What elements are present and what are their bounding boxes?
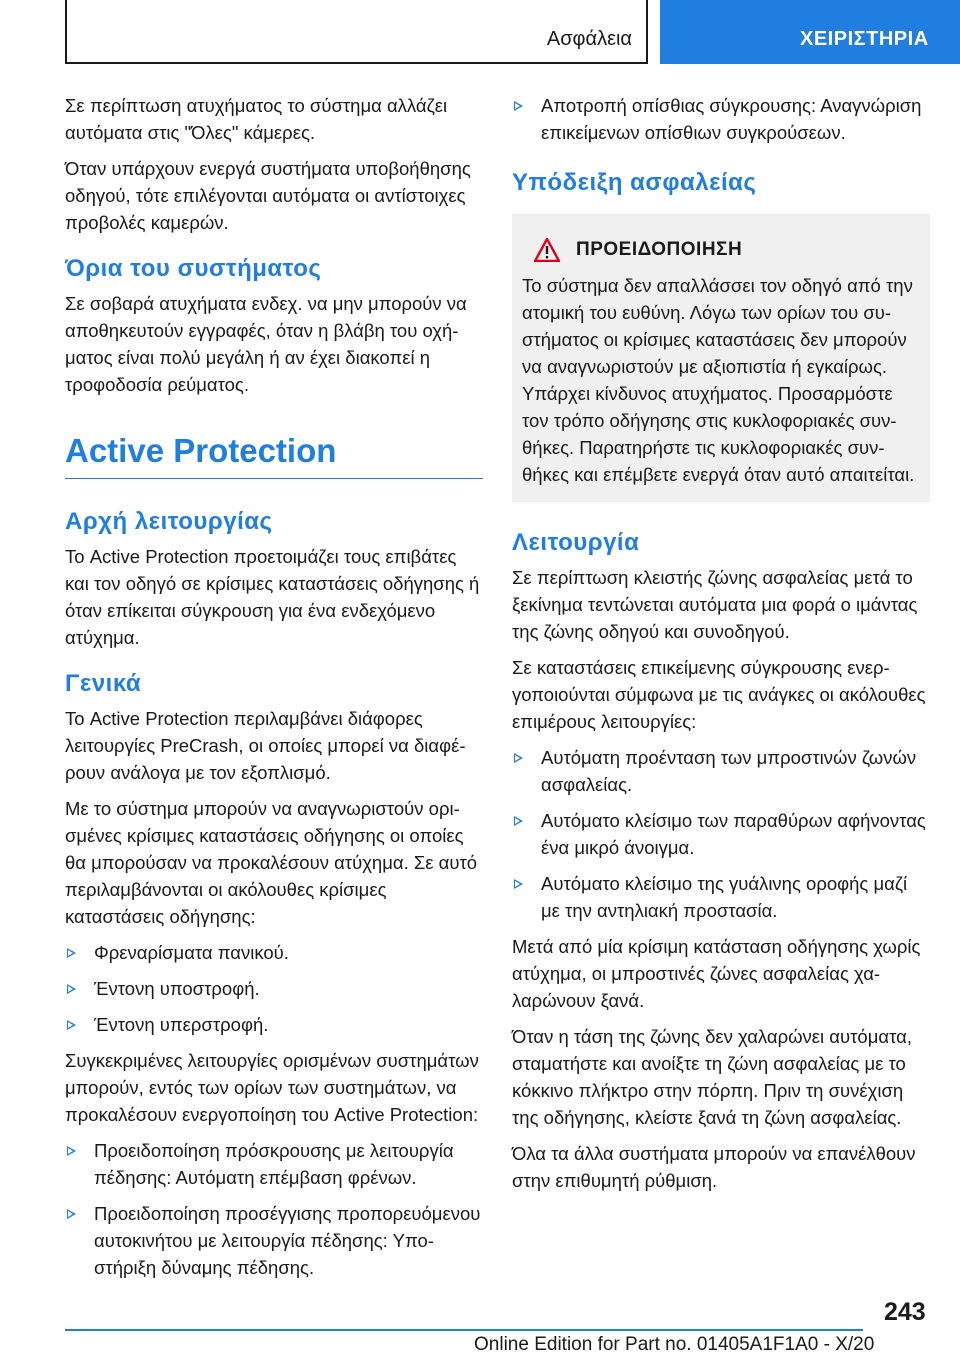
- list-item: [65, 1011, 483, 1038]
- list-item: [512, 92, 930, 146]
- right-column: [512, 92, 930, 1203]
- list-item-text: Προειδοποίηση προσέγγισης προπορευόμενου αυτοκινήτου με λειτουργία πέδησης: Υποστήριξη δύναμης πέδησης.: [94, 1203, 481, 1278]
- list-item-text: Φρεναρίσματα πανικού.: [94, 942, 289, 963]
- warning-box: [512, 214, 930, 502]
- triangle-bullet-icon: [514, 753, 523, 763]
- triangle-bullet-icon: [67, 1209, 76, 1219]
- paragraph: Όλα τα άλλα συστήματα μπορούν να επανέλθουν στην επιθυμητή ρύθμιση.: [512, 1143, 916, 1191]
- list-item: [512, 807, 930, 861]
- list-item: [65, 1200, 483, 1281]
- bullet-list: [512, 92, 930, 146]
- list-item-text: Αυτόματο κλείσιμο της γυάλινης οροφής μαζί με την αντηλιακή προστασία.: [541, 873, 908, 921]
- list-item-text: Αυτόματη προένταση των μπροστινών ζωνών ασφαλείας.: [541, 747, 917, 795]
- list-item-text: Αποτροπή οπίσθιας σύγκρουσης: Αναγνώριση επικείμενων οπίσθιων συγκρούσεων.: [541, 95, 922, 143]
- triangle-bullet-icon: [514, 101, 523, 111]
- page-number: 243: [884, 1298, 926, 1326]
- warning-text: Το σύστημα δεν απαλλάσσει τον οδηγό από την ατομική του ευθύνη. Λόγω των ορίων του συστήματος οι κρίσιμες καταστάσεις δεν μπορούν να αναγνωριστούν με αξιοπιστία ή εγκαίρως. Υπάρχει κίνδυνος ατυχήματος. Προσαρμόστε τον τρόπο οδήγησης στις κυκλοφοριακές συνθήκες. Παρατηρήστε τις κυκλοφοριακές συνθήκες και επέμβετε ενεργά όταν αυτό απαιτείται.: [522, 275, 915, 485]
- paragraph: Το Active Protection περιλαμβάνει διάφορες λειτουργίες PreCrash, οι οποίες μπορεί να διαφέρουν ανάλογα με τον εξοπλισμό.: [65, 708, 466, 783]
- list-item: [65, 1137, 483, 1191]
- list-item-text: Έντονη υπερστροφή.: [94, 1014, 269, 1035]
- heading-principle: Αρχή λειτουργίας: [65, 508, 273, 535]
- heading-safety-note: Υπόδειξη ασφαλείας: [512, 169, 757, 196]
- header-chapter-tab: [660, 0, 960, 64]
- warning-title: ΠΡΟΕΙΔΟΠΟΙΗΣΗ: [576, 239, 743, 260]
- bullet-list: [65, 1137, 483, 1281]
- bullet-list: [65, 939, 483, 1038]
- triangle-bullet-icon: [67, 948, 76, 958]
- list-item: [512, 870, 930, 924]
- warning-header: [534, 238, 920, 262]
- paragraph: Όταν υπάρχουν ενεργά συστήματα υποβοήθησης οδηγού, τότε επιλέγονται αυτόματα οι αντίστοιχες προβολές καμερών.: [65, 158, 471, 233]
- paragraph: Το Active Protection προετοιμάζει τους επιβάτες και τον οδηγό σε κρίσιμες καταστάσεις οδήγησης ή όταν επίκειται σύγκρουση για ένα ενδεχόμενο ατύχημα.: [65, 546, 480, 648]
- list-item-text: Αυτόματο κλείσιμο των παραθύρων αφήνοντας ένα μικρό άνοιγμα.: [541, 810, 926, 858]
- footer-divider: [65, 1329, 863, 1331]
- heading-system-limits: Όρια του συστήματος: [65, 255, 322, 282]
- list-item: [512, 744, 930, 798]
- heading-active-protection: Active Protection: [65, 428, 483, 479]
- triangle-bullet-icon: [514, 816, 523, 826]
- heading-function: Λειτουργία: [512, 529, 640, 556]
- paragraph: Μετά από μία κρίσιμη κατάσταση οδήγησης χωρίς ατύχημα, οι μπροστινές ζώνες ασφαλείας χαλαρώνουν ξανά.: [512, 936, 921, 1011]
- paragraph: Με το σύστημα μπορούν να αναγνωριστούν ορισμένες κρίσιμες καταστάσεις οδήγησης οι οποίες θα μπορούσαν να προκαλέσουν ατύχημα. Σε αυτό περιλαμβάνονται οι ακόλουθες κρίσιμες καταστάσεις οδήγησης:: [65, 798, 478, 927]
- paragraph: Σε καταστάσεις επικείμενης σύγκρουσης ενεργοποιούνται σύμφωνα με τις ανάγκες οι ακόλουθες επιμέρους λειτουργίες:: [512, 657, 926, 732]
- paragraph: Όταν η τάση της ζώνης δεν χαλαρώνει αυτόματα, σταματήστε και ανοίξτε τη ζώνη ασφαλείας με το κόκκινο πλήκτρο στην πόρπη. Πριν τη συνέχιση της οδήγησης, κλείστε ξανά τη ζώνη ασφαλείας.: [512, 1026, 912, 1128]
- triangle-bullet-icon: [514, 879, 523, 889]
- paragraph: Συγκεκριμένες λειτουργίες ορισμένων συστημάτων μπορούν, εντός των ορίων των συστημάτων, να προκαλέσουν ενεργοποίηση του Active Protection:: [65, 1050, 479, 1125]
- heading-general: Γενικά: [65, 670, 142, 697]
- warning-triangle-icon: [534, 238, 560, 262]
- list-item: [65, 939, 483, 966]
- list-item: [65, 975, 483, 1002]
- triangle-bullet-icon: [67, 1020, 76, 1030]
- triangle-bullet-icon: [67, 1146, 76, 1156]
- header-section-box: [65, 0, 648, 64]
- list-item-text: Έντονη υποστροφή.: [94, 978, 260, 999]
- triangle-bullet-icon: [67, 984, 76, 994]
- bullet-list: [512, 744, 930, 924]
- header-chapter-title: ΧΕΙΡΙΣΤΗΡΙΑ: [800, 28, 929, 50]
- paragraph: Σε σοβαρά ατυχήματα ενδεχ. να μην μπορούν να αποθηκευτούν εγγραφές, όταν η βλάβη του οχήματος είναι πολύ μεγάλη ή αν έχει διακοπεί η τροφοδοσία ρεύματος.: [65, 293, 467, 395]
- paragraph: Σε περίπτωση κλειστής ζώνης ασφαλείας μετά το ξεκίνημα τεντώνεται αυτόματα μια φορά ο ιμάντας της ζώνης οδηγού και συνοδηγού.: [512, 567, 918, 642]
- left-column: [65, 92, 483, 1290]
- paragraph: Σε περίπτωση ατυχήματος το σύστημα αλλάζει αυτόματα στις "Όλες" κάμερες.: [65, 95, 448, 143]
- header-section-title: Ασφάλεια: [546, 28, 632, 50]
- footer-edition: Online Edition for Part no. 01405A1F1A0 - X/20: [474, 1334, 875, 1355]
- list-item-text: Προειδοποίηση πρόσκρουσης με λειτουργία πέδησης: Αυτόματη επέμβαση φρένων.: [94, 1140, 454, 1188]
